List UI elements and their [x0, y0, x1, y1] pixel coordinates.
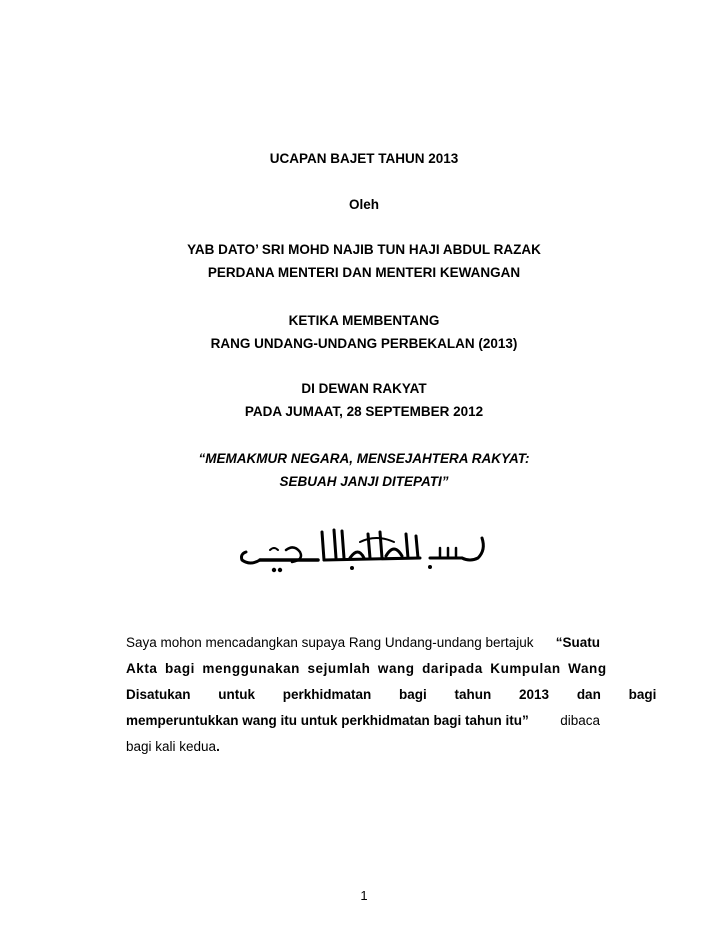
paragraph-line-1-bold: “Suatu — [555, 635, 600, 650]
paragraph-line-4-text: dibaca — [560, 713, 600, 728]
paragraph-line-1 — [126, 635, 600, 651]
paragraph-line-4-bold: memperuntukkan wang itu untuk perkhidmatan bagi tahun itu” — [126, 713, 529, 728]
occasion-line-2: RANG UNDANG-UNDANG PERBEKALAN (2013) — [210, 336, 518, 351]
paragraph-line-4 — [126, 713, 600, 729]
bismillah-calligraphy-image — [230, 520, 492, 578]
date: PADA JUMAAT, 28 SEPTEMBER 2012 — [244, 404, 484, 419]
theme-line-2: SEBUAH JANJI DITEPATI” — [279, 474, 449, 489]
paragraph-line-3 — [126, 687, 657, 703]
paragraph-line-2-text: Akta bagi menggunakan sejumlah wang daripada Kumpulan Wang — [126, 661, 607, 676]
paragraph-line-2 — [126, 661, 607, 677]
speaker-role: PERDANA MENTERI DAN MENTERI KEWANGAN — [207, 265, 521, 280]
paragraph-line-3-text: Disatukan untuk perkhidmatan bagi tahun 2013 dan bagi — [126, 687, 657, 702]
occasion-line-1: KETIKA MEMBENTANG — [288, 313, 440, 328]
page-number: 1 — [360, 888, 368, 903]
paragraph-line-1-text: Saya mohon mencadangkan supaya Rang Undang-undang bertajuk — [126, 635, 534, 650]
speech-title: UCAPAN BAJET TAHUN 2013 — [269, 151, 459, 166]
paragraph-line-5-text: bagi kali kedua — [126, 739, 217, 754]
paragraph-line-5-period: . — [216, 739, 220, 754]
by-label: Oleh — [348, 197, 379, 212]
venue: DI DEWAN RAKYAT — [301, 381, 427, 396]
theme-line-1: “MEMAKMUR NEGARA, MENSEJAHTERA RAKYAT: — [198, 451, 530, 466]
paragraph-line-5 — [126, 739, 220, 755]
speaker-name: YAB DATO’ SRI MOHD NAJIB TUN HAJI ABDUL RAZAK — [187, 242, 541, 257]
